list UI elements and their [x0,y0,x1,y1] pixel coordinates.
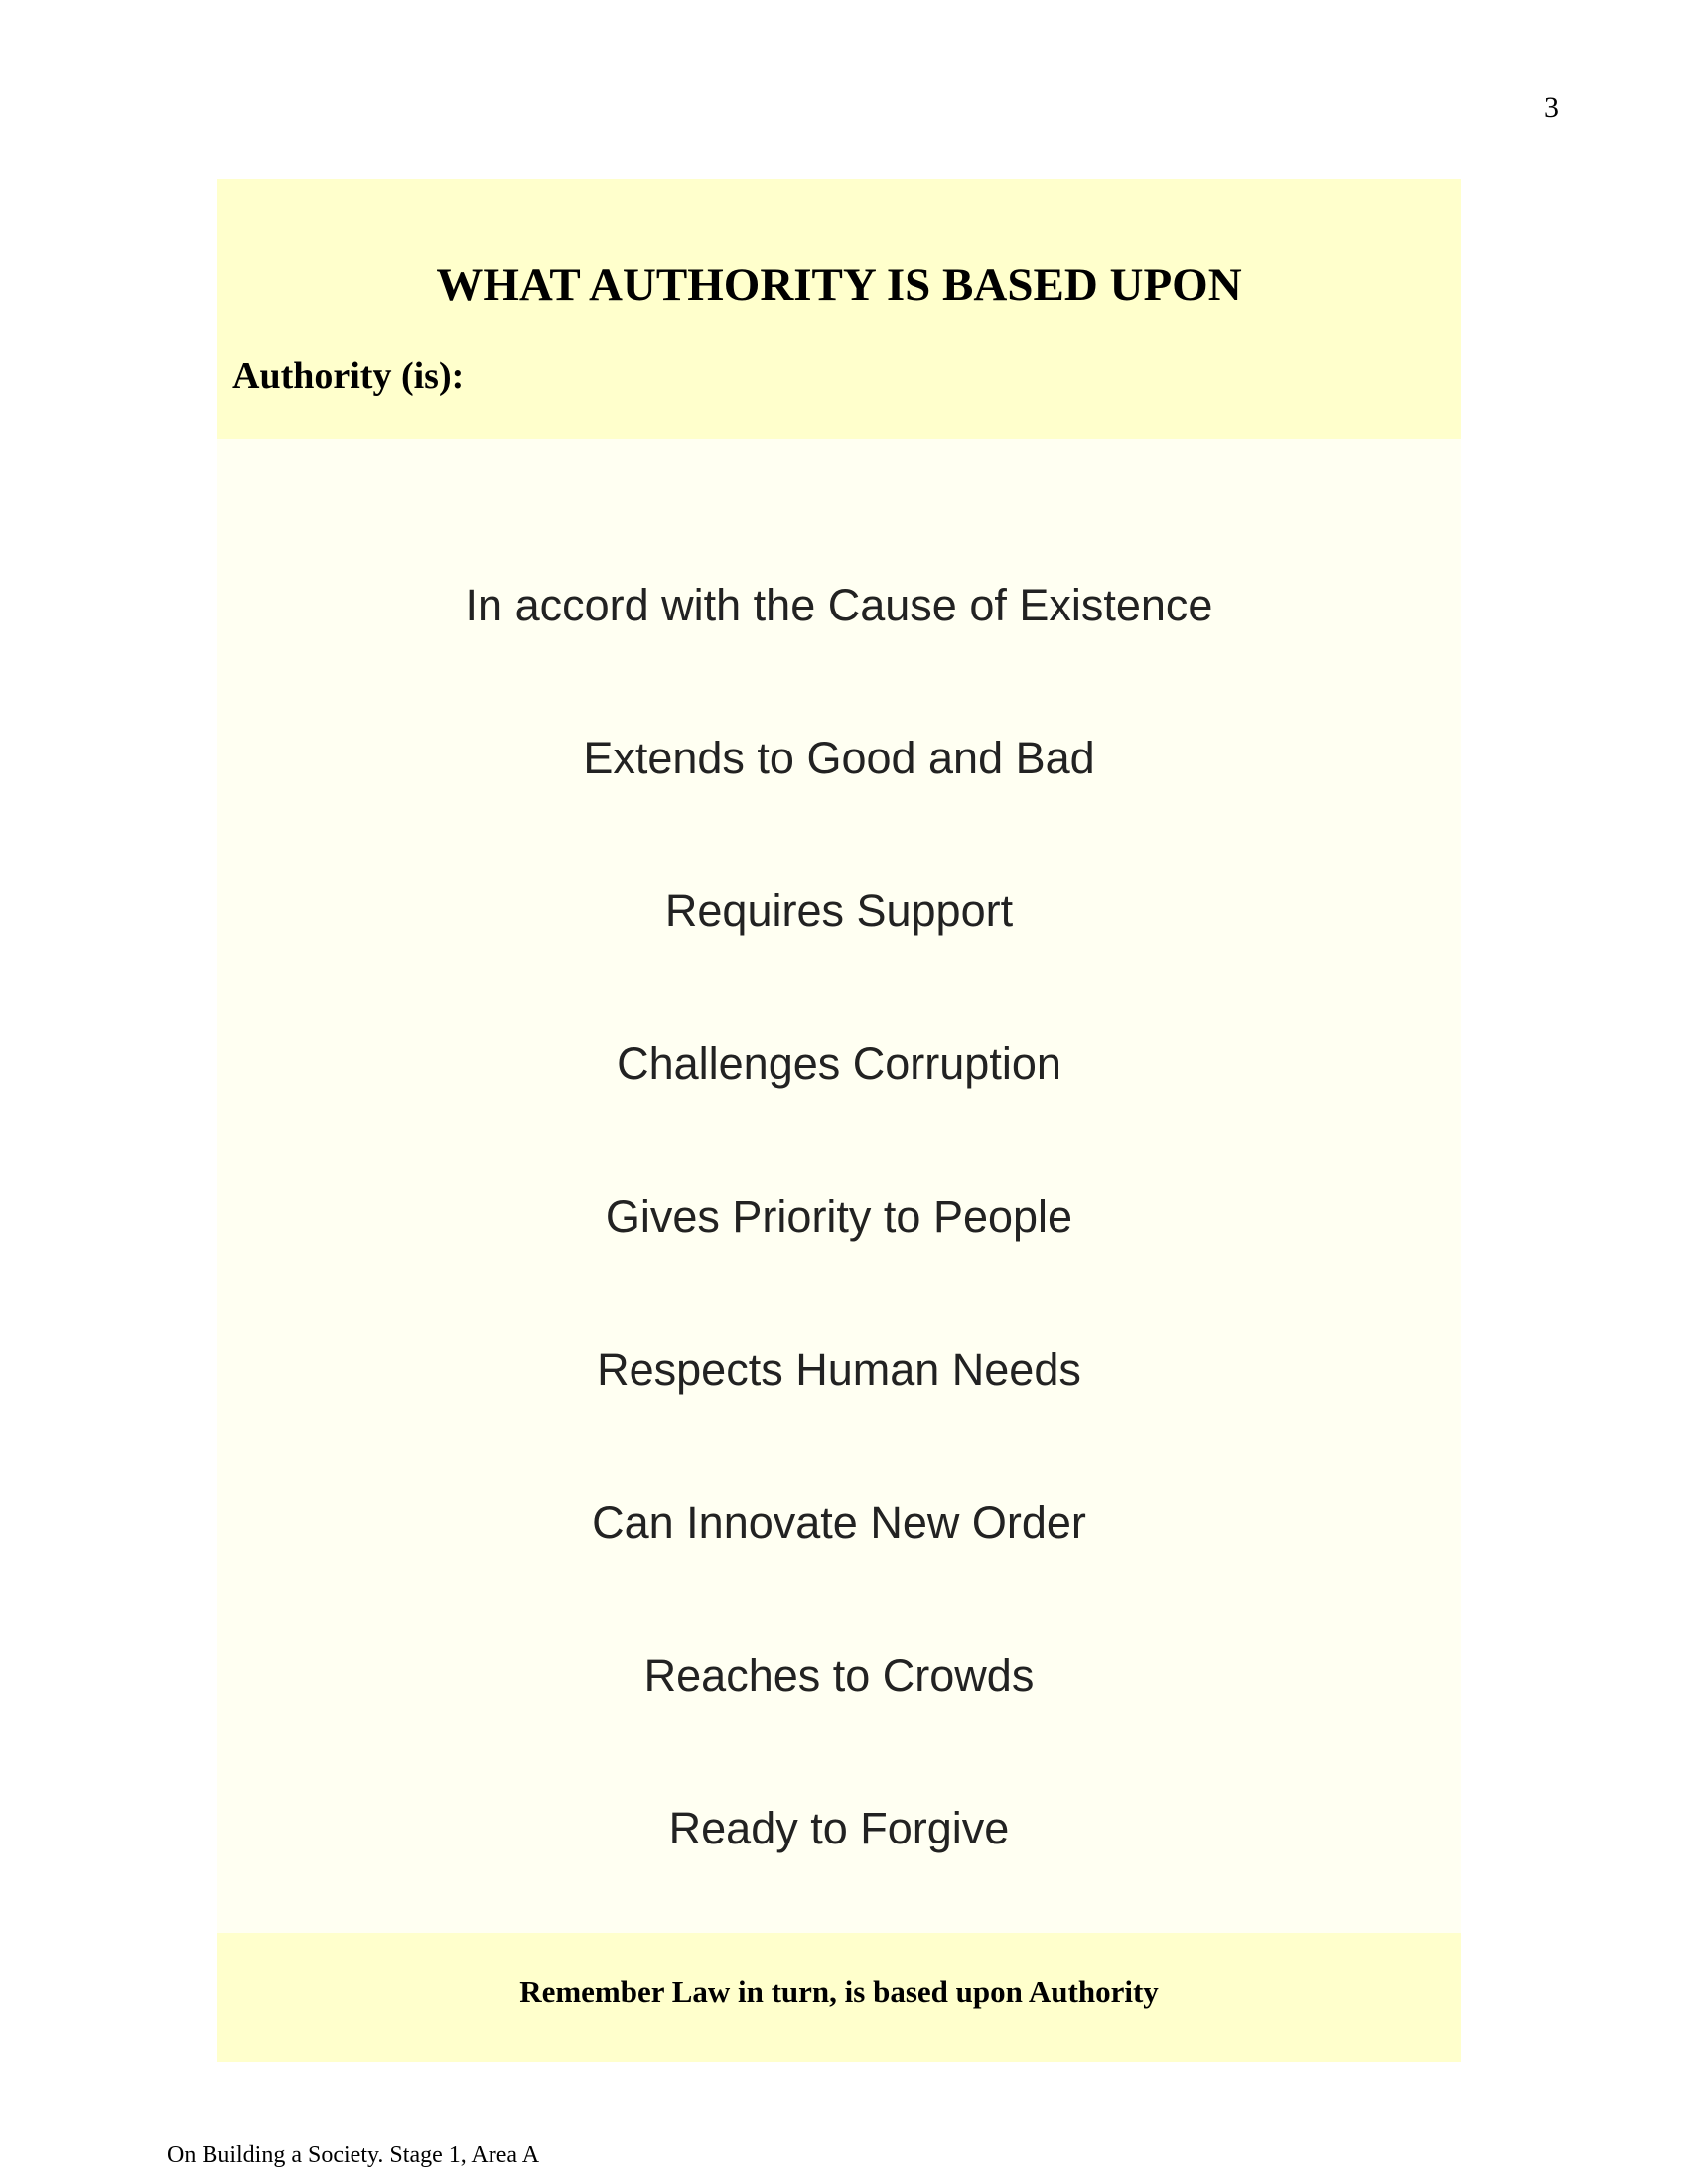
footer-band [217,1933,1461,2062]
list-item: Challenges Corruption [617,1038,1061,1089]
page-title: WHAT AUTHORITY IS BASED UPON [436,259,1242,311]
header-band [217,179,1461,439]
content-frame [217,179,1461,2062]
list-item: In accord with the Cause of Existence [465,580,1213,630]
page-number: 3 [1544,91,1559,124]
list-item: Ready to Forgive [668,1803,1010,1853]
list-item: Can Innovate New Order [592,1497,1086,1548]
page-footer: On Building a Society. Stage 1, Area A [167,2142,540,2168]
list-item: Reaches to Crowds [643,1650,1035,1701]
authority-list [217,574,1461,1950]
list-item: Extends to Good and Bad [583,733,1095,783]
list-item: Gives Priority to People [605,1191,1073,1242]
list-item: Respects Human Needs [597,1344,1081,1395]
footer-note: Remember Law in turn, is based upon Authority [519,1975,1159,2009]
list-item: Requires Support [664,886,1014,936]
section-subtitle: Authority (is): [232,355,465,397]
